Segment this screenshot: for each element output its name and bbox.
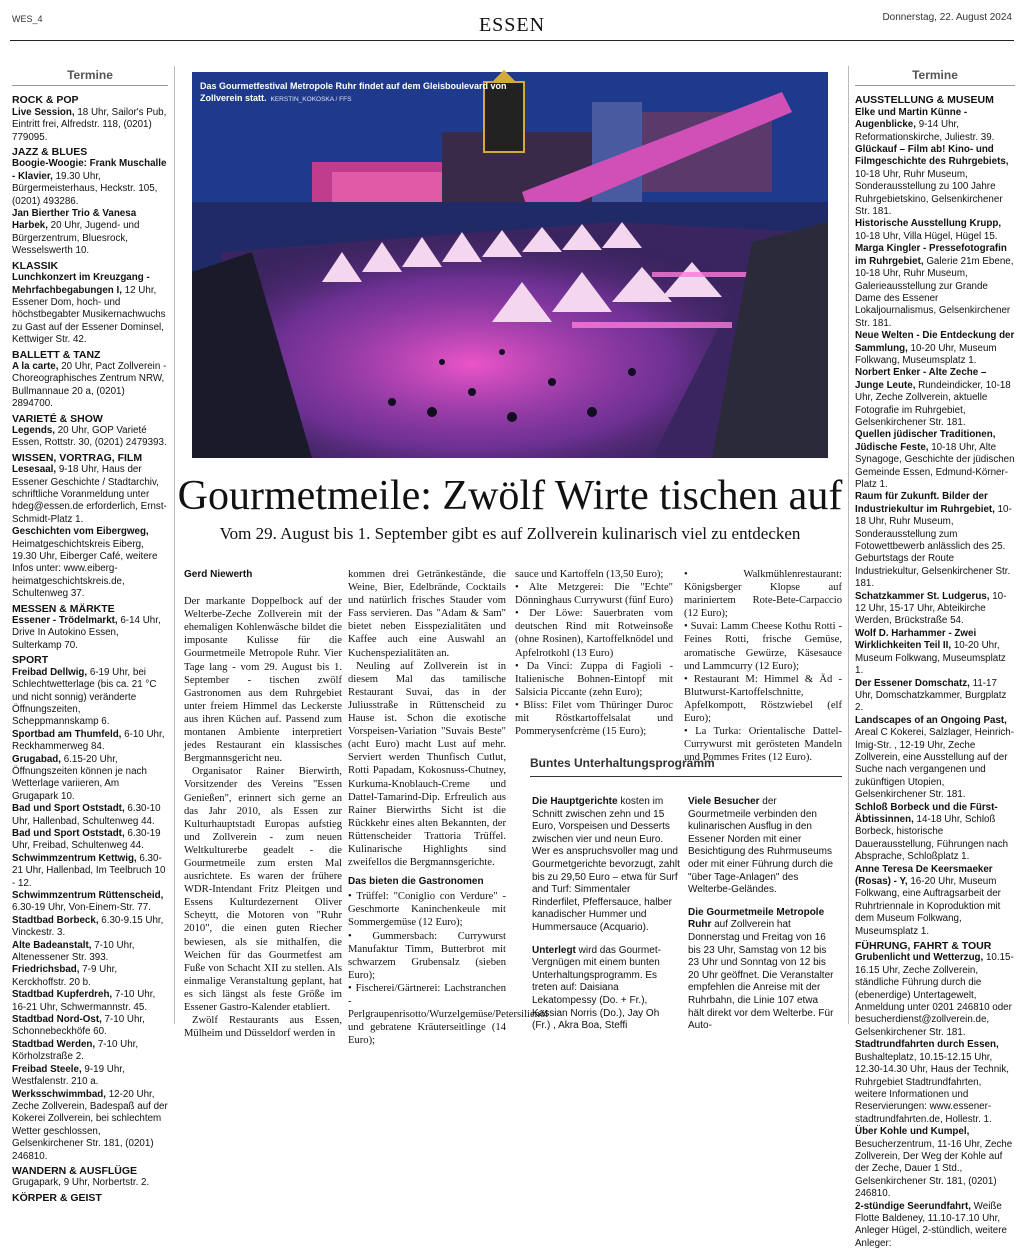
- event-details: 6-10 Uhr, Reckhammerweg 84.: [12, 728, 165, 753]
- event-details: Heimatgeschichtskreis Eiberg, 19.30 Uhr, Eiberger Café, weitere Infos unter: www.eiberg-heimatgeschichtskreis.de, Schultenweg 37.: [12, 538, 158, 600]
- event-title: Bad und Sport Oststadt,: [12, 803, 125, 815]
- event-details: 20 Uhr, Pact Zollverein - Choreographisches Zentrum NRW, Bullmannaue 20 a, (0201) 2894700.: [12, 360, 167, 410]
- event-item: [12, 361, 168, 411]
- event-item: [855, 678, 1015, 715]
- event-title: Bad und Sport Oststadt,: [12, 827, 125, 839]
- category-heading: ROCK & POP: [12, 94, 79, 107]
- column-divider: [174, 66, 175, 1024]
- event-details: 10-18 Uhr, Ruhr Museum, Sonderausstellung zum Fotowettbewerb anlässlich des 25. Geburtstags der Route Industriekultur, Gelsenkirchener Str. 181.: [855, 503, 1012, 590]
- event-title: Schwimmzentrum Kettwig,: [12, 852, 137, 864]
- info-text: auf Zollverein hat Donnerstag und Freitag von 16 bis 23 Uhr, Samstag von 12 bis 23 Uhr und Sonntag von 12 bis 20 Uhr geöffnet. Die Veranstalter empfehlen die Anreise mit der Ruhrbahn, die Linie 107 etwa hält direkt vor dem Welterbe. Für Auto-: [688, 919, 834, 1032]
- paragraph: • Walkmühlenrestaurant: Königsberger Klopse auf mariniertem Rote-Bete-Carpaccio (12 Euro);: [684, 569, 842, 620]
- paragraph: • Gummersbach: Currywurst Manufaktur Timm, Butterbrot mit schwarzem Grubensalz (sieben Euro);: [348, 930, 506, 981]
- article-column-1: [184, 568, 342, 1040]
- article-headline: Gourmetmeile: Zwölf Wirte tischen auf: [177, 473, 843, 519]
- photo-credit: KERSTIN_KOKOSKA / FFS: [270, 96, 352, 103]
- event-title: 2-stündige Seerundfahrt,: [855, 1200, 971, 1212]
- event-details: 7-10 Uhr, 16-21 Uhr, Schwermannstr. 45.: [12, 989, 156, 1013]
- event-details: 9-18 Uhr, Haus der Essener Geschichte / Stadtarchiv, schriftliche Voranmeldung unter hdeg@essen.de erforderlich, Ernst-Schmidt-Platz 1.: [12, 464, 167, 525]
- event-details: Besucherzentrum, 11-16 Uhr, Zeche Zollverein, Der Weg der Kohle auf der Zeche, Dauer 1 Std., Gelsenkirchener Str. 181, (0201) 246810.: [855, 1138, 1013, 1200]
- event-details: 6.30-10 Uhr, Hallenbad, Schultenweg 44.: [12, 803, 161, 827]
- event-item: [855, 218, 1015, 243]
- article-column-3: [515, 568, 673, 748]
- info-text: wird das Gourmet-Vergnügen mit einem bunten Unterhaltungsprogramm. Es treten auf: Daisiana Lekatompessy (Do. + Fr.), Kassian Norris (Do.), Jay Oh (Fr.) , Akra Boa, Steffi: [532, 944, 661, 1032]
- photo-caption: Das Gourmetfestival Metropole Ruhr findet auf dem Gleisboulevard von Zollverein statt. KERSTIN_KOKOSKA / FFS: [200, 81, 507, 103]
- event-details: 9-19 Uhr, Westfalenstr. 210 a.: [12, 1063, 125, 1088]
- festival-scene-illustration: [192, 72, 828, 458]
- category-heading: WANDERN & AUSFLÜGE: [12, 1164, 138, 1177]
- category-heading: BALLETT & TANZ: [12, 348, 101, 361]
- event-details: 7-10 Uhr, Körholzstraße 2.: [12, 1038, 139, 1063]
- event-item: [12, 940, 168, 965]
- event-title: Neue Welten - Die Entdeckung der Sammlung,: [855, 330, 1015, 354]
- paragraph: Neuling auf Zollverein ist in diesem Mal das tamilische Restaurant Suvai, das in der Juliusstraße in Rüttenscheid zu Hause ist. Schon die exotische Vorspeisen-Variation "Suvais Beste" (acht Euro) macht Lust auf mehr. Serviert werden Thunfisch Cutlut, Rotti Papadam, Kokosnuss-Chutney, Kurkuma-Knoblauch-Creme und Dattel-Tamarind-Dip. Erfreulich aus Rainer Bierwirths Sicht ist die Rückkehr eines alten Bekannten, der Rüttenscheider Trattoria Trüffel. Kulinarische Highlights sind zweifellos die Bergmannsgerichte.: [348, 660, 506, 869]
- event-item: [855, 952, 1015, 1039]
- event-item: [855, 628, 1015, 678]
- event-item: [855, 802, 1015, 864]
- event-title: Schloß Borbeck und die Fürst-Äbtissinnen,: [855, 801, 998, 825]
- event-item: [12, 964, 168, 989]
- event-details: 12 Uhr, Essener Dom, hoch- und höchstbegabter Musikernachwuchs zu Gast auf der Essener Dominsel, Kettwiger Str. 42.: [12, 284, 166, 346]
- event-item: [12, 1014, 168, 1039]
- event-details: 7-10 Uhr, Altenessener Str. 393.: [12, 939, 135, 964]
- event-title: Stadtbad Nord-Ost,: [12, 1014, 102, 1026]
- dish-list: [348, 890, 549, 1047]
- info-paragraph: [688, 796, 836, 897]
- paragraph: • Restaurant M: Himmel & Äd - Blutwurst-Kartoffelschnitte, Apfelkompott, Röstzwiebel (elf Euro);: [684, 673, 842, 725]
- festival-photo: [192, 72, 828, 458]
- event-item: [12, 464, 168, 526]
- event-title: Der Essener Domschatz,: [855, 677, 970, 689]
- event-item: [12, 890, 168, 915]
- info-box-left: [532, 796, 680, 1032]
- event-item: [12, 803, 168, 828]
- right-events-column: [855, 66, 1015, 1249]
- event-title: Stadtbad Borbeck,: [12, 914, 99, 926]
- termine-heading: Termine: [12, 69, 168, 86]
- paragraph: • Bliss: Filet vom Thüringer Duroc mit Röstkartoffelsalat und Pommerysenfcrème (15 Euro);: [515, 699, 673, 738]
- event-details: 20 Uhr, Jugend- und Bürgerzentrum, Bluesrock, Wesselswerth 10.: [12, 220, 140, 257]
- page-id: WES_4: [12, 14, 43, 24]
- info-text: kosten im Schnitt zwischen zehn und 15 Euro, Vorspeisen und Desserts zwischen vier und neun Euro. Wer es anspruchsvoller mag und Gourmetgerichte bevorzugt, zahlt bis zu 29,50 Euro – etwa für Surf and Turf: Simmentaler Rinderfilet, Pfeffersauce, halber kanadischer Hummer und Hummersauce (Acquario).: [532, 796, 680, 933]
- event-details: 16-20 Uhr, Museum Folkwang, eine Auftragsarbeit der Ruhrtriennale in Koproduktion mit dem Museum Folkwang, Museumsplatz 1.: [855, 876, 1001, 937]
- info-lead: Viele Besucher: [688, 796, 760, 807]
- termine-heading: Termine: [855, 69, 1015, 86]
- category-heading: JAZZ & BLUES: [12, 146, 88, 159]
- event-item: [12, 526, 168, 600]
- issue-date: Donnerstag, 22. August 2024: [882, 12, 1012, 23]
- event-details: Weiße Flotte Baldeney, 11.10-17.10 Uhr, Anleger Hügel, 2-stündlich, weitere Anleger:: [855, 1200, 1007, 1249]
- paragraph: • La Turka: Orientalische Dattel-Currywurst mit gerösteten Mandeln und Pommes Frites (12 Euro).: [684, 726, 842, 764]
- event-item: [12, 729, 168, 754]
- paragraph: sauce und Kartoffeln (13,50 Euro);: [515, 569, 664, 580]
- category-heading: KLASSIK: [12, 259, 59, 272]
- event-details: 10-18 Uhr, Ruhr Museum, Sonderausstellung zu 100 Jahre Ruhrgebietskino, Gelsenkirchener Str. 181.: [855, 168, 1003, 218]
- event-title: Stadtrundfahrten durch Essen,: [855, 1039, 999, 1051]
- event-item: [12, 853, 168, 890]
- info-text: der Gourmetmeile verbinden den kulinarischen Ausflug in den Essener Norden mit einer Besichtigung des Ruhrmuseums oder mit einer Führung durch die "über Tage-Anlagen" des Welterbe-Geländes.: [688, 796, 834, 896]
- event-details: Grugapark, 9 Uhr, Norbertstr. 2.: [12, 1177, 150, 1189]
- event-details: Rundeindicker, 10-18 Uhr, Zeche Zollverein, aktuelle Fotografie im Ruhrgebiet, Gelsenkirchener Str. 181.: [855, 379, 1011, 428]
- event-details: 19.30 Uhr, Bürgermeisterhaus, Heckstr. 105, (0201) 493286.: [12, 170, 158, 207]
- category-heading: KÖRPER & GEIST: [12, 1191, 102, 1204]
- event-details: 6.15-20 Uhr, Öffnungszeiten können je nach Wetterlage variieren, Am Grugapark 10.: [12, 753, 147, 802]
- info-lead: Die Hauptgerichte: [532, 796, 618, 807]
- event-item: [12, 158, 168, 208]
- author-byline: Gerd Niewerth: [184, 569, 253, 580]
- event-item: [12, 1177, 168, 1189]
- event-details: 7-10 Uhr, Schonnebeckhöfe 60.: [12, 1014, 145, 1038]
- event-details: 6.30-9.15 Uhr, Vinckestr. 3.: [12, 914, 164, 939]
- event-item: [855, 1039, 1015, 1126]
- event-details: Areal C Kokerei, Salzlager, Heinrich-Imig-Str. , 12-19 Uhr, Zeche Zollverein, eine Ausstellung auf der Suche nach vergangenen und zukünftigen Utopien, Gelsenkirchener Str. 181.: [855, 727, 1014, 801]
- info-paragraph: [688, 907, 836, 1033]
- event-details: 6-19 Uhr, bei Schlechtwetterlage (bis ca. 21 °C und nicht sonnig) veränderte Öffnungszeiten, Scheppmannskamp 6.: [12, 666, 157, 728]
- event-title: Grugabad,: [12, 753, 61, 765]
- event-item: [855, 429, 1015, 491]
- event-item: [855, 367, 1015, 429]
- event-item: [12, 828, 168, 853]
- category-heading: SPORT: [12, 654, 49, 667]
- paragraph: Zwölf Restaurants aus Essen, Mülheim und Düsseldorf werden in: [184, 1015, 342, 1040]
- event-title: Norbert Enker - Alte Zeche – Junge Leute,: [855, 367, 987, 391]
- paragraph: • Der Löwe: Sauerbraten vom deutschen Rind mit Rotweinsoße (ohne Rosinen), Kartoffelknödel und Apfelrotkohl (13 Euro): [515, 608, 673, 659]
- event-title: Jan Bierther Trio & Vanesa Harbek,: [12, 208, 137, 232]
- event-title: Stadtbad Werden,: [12, 1038, 96, 1050]
- article-column-2: [348, 568, 549, 1047]
- event-listing: [855, 94, 1015, 1250]
- event-details: 6-14 Uhr, Drive In Autokino Essen, Sulterkamp 70.: [12, 615, 161, 651]
- event-item: [12, 915, 168, 940]
- event-title: Stadtbad Kupferdreh,: [12, 989, 113, 1001]
- event-item: [12, 208, 168, 258]
- event-details: Bushalteplatz, 10.15-12.15 Uhr, 12.30-14.30 Uhr, Haus der Technik, Ruhrgebiet Stadtrundfahrten, weitere Informationen und Reservierungen: www.essener-stadtrundfahrten.de, Hollestr. 1.: [855, 1051, 1009, 1125]
- category-heading: FÜHRUNG, FAHRT & TOUR: [855, 940, 992, 953]
- event-item: [855, 243, 1015, 330]
- event-item: [855, 107, 1015, 144]
- event-title: Quellen jüdischer Traditionen, Jüdische Feste,: [855, 429, 996, 453]
- paragraph: • Fischerei/Gärtnerei: Lachstranchen - Perlgraupenrisotto/Wurzelgemüse/Petersilienöl und gebratene Kräuterseitlinge (14 Euro);: [348, 982, 549, 1047]
- left-events-column: [12, 66, 168, 1204]
- event-title: Schwimmzentrum Rüttenscheid,: [12, 890, 164, 901]
- event-title: Glückauf – Film ab! Kino- und Filmgeschichte des Ruhrgebiets,: [855, 144, 1009, 168]
- event-item: [12, 615, 168, 652]
- paragraph: • Da Vinci: Zuppa di Fagioli - Italienische Bohnen-Eintopf mit Salsicia Piccante (zehn Euro);: [515, 660, 673, 698]
- event-item: [855, 1126, 1015, 1200]
- event-title: Schatzkammer St. Ludgerus,: [855, 590, 990, 602]
- event-title: Freibad Dellwig,: [12, 666, 88, 678]
- column-divider: [848, 66, 849, 1024]
- category-heading: WISSEN, VORTRAG, FILM: [12, 451, 143, 464]
- info-paragraph: [532, 796, 680, 935]
- event-title: Anne Teresa De Keersmaeker (Rosas) - Y,: [855, 863, 993, 887]
- category-heading: VARIETÉ & SHOW: [12, 412, 103, 425]
- event-title: Über Kohle und Kumpel,: [855, 1126, 970, 1138]
- event-item: [855, 491, 1015, 590]
- event-details: Galerie 21m Ebene, 10-18 Uhr, Ruhr Museum, Galerieausstellung zur Grande Dame des Essener Lokaljournalismus, Gelsenkirchener Str. 181.: [855, 255, 1014, 329]
- event-item: [855, 715, 1015, 802]
- event-details: 10-20 Uhr, Museum Folkwang, Museumsplatz 1.: [855, 342, 997, 366]
- paragraph: • Trüffel: "Coniglio con Verdure" - Geschmorte Kaninchenkeule mit Sommergemüse (12 Euro);: [348, 891, 506, 929]
- info-lead: Unterlegt: [532, 944, 576, 956]
- article-column-4: [684, 568, 842, 764]
- event-title: Elke und Martin Künne - Augenblicke,: [855, 106, 968, 131]
- event-details: 12-20 Uhr, Zeche Zollverein, Badespaß auf der Kokerei Zollverein, bei schlechtem Wetter geschlossen, Gelsenkirchener Str. 181, (0201) 246810.: [12, 1088, 168, 1162]
- event-item: [12, 667, 168, 729]
- dish-list: [684, 568, 842, 764]
- event-details: 14-18 Uhr, Schloß Borbeck, historische Dauerausstellung, Führungen nach Absprache, Schloßplatz 1.: [855, 813, 1009, 863]
- article-subheadline: Vom 29. August bis 1. September gibt es auf Zollverein kulinarisch viel zu entdecken: [219, 524, 801, 543]
- category-heading: AUSSTELLUNG & MUSEUM: [855, 94, 994, 107]
- event-item: [12, 1064, 168, 1089]
- info-paragraph: [532, 945, 680, 1033]
- event-title: Essener - Trödelmarkt,: [12, 615, 118, 627]
- event-details: 11-17 Uhr, Domschatzkammer, Burgplatz 2.: [855, 677, 1007, 714]
- event-title: Lunchkonzert im Kreuzgang - Mehrfachbegabungen I,: [12, 272, 150, 296]
- event-details: 7-9 Uhr, Kerckhoffstr. 20 b.: [12, 964, 118, 988]
- event-title: Legends,: [12, 424, 56, 436]
- event-title: Geschichten vom Eibergweg,: [12, 526, 149, 538]
- event-details: 10-18 Uhr, Villa Hügel, Hügel 15.: [855, 230, 998, 242]
- event-item: [12, 1039, 168, 1064]
- event-details: 10-12 Uhr, 15-17 Uhr, Abteikirche Werden, Brückstraße 54.: [855, 590, 1007, 627]
- event-title: A la carte,: [12, 360, 59, 372]
- event-details: 10-18 Uhr, Alte Synagoge, Geschichte der jüdischen Gemeinde Essen, Edmund-Körner-Platz 1.: [855, 441, 1015, 490]
- paragraph: • Suvai: Lamm Cheese Kothu Rotti - Feines Rotti, frische Gemüse, aromatische Gewürze, Käsesauce und Lammcurry (12 Euro);: [684, 621, 842, 672]
- event-title: Landscapes of an Ongoing Past,: [855, 714, 1007, 726]
- event-details: 6.30-19 Uhr, Freibad, Schultenweg 44.: [12, 827, 161, 852]
- paragraph: Organisator Rainer Bierwirth, Vorsitzender des Vereins "Essen Genießen", erinnert sich gerne an das Jahr 2010, als Essen zur Kulturhauptstadt Europas aufstieg und Zollverein - zum neuen Weltkulturerbe geadelt - die Gourmetmeile zum ersten Mal ausrichtete. Es waren der frühere WDR-Intendant Fritz Pleitgen und Essens Kulturdezernent Oliver Scheytt, die Motoren von "Ruhr 2010", die einen guten Riecher bewiesen, als sie mithalfen, die Weichen für das Gourmetfest am Fuße von Schacht XII zu stellen. Als einmalige Veranstaltung geplant, hat es sich längst als feste Größe im Essener Gastro-Kalender etabliert.: [184, 766, 342, 1013]
- paragraph: • Alte Metzgerei: Die "Echte" Dönninghaus Currywurst (fünf Euro): [515, 582, 673, 607]
- header-rule: [10, 40, 1014, 41]
- event-title: Historische Ausstellung Krupp,: [855, 218, 1002, 230]
- dish-list: [515, 568, 673, 738]
- event-title: Wolf D. Harhammer - Zwei Wirklichkeiten Teil II,: [855, 627, 977, 652]
- paragraph: Der markante Doppelbock auf der Welterbe-Zeche Zollverein mit der ehemaligen Kohlenwäsche bildet die imposante Kulisse für die Gourmetmeile Metropole Ruhr. Vier Tage lang - vom 29. August bis 1. September - tischen zwölf Gastronomen aus dem Ruhrgebiet unter freiem Himmel das Leckerste aus ihren Küchen auf. Passend zum montanen Ambiente interpretiert jedes Restaurant ein klassisches Bergmannsgericht neu.: [184, 596, 342, 765]
- event-title: Lesesaal,: [12, 464, 57, 476]
- event-title: Alte Badeanstalt,: [12, 939, 92, 951]
- section-title: ESSEN: [478, 14, 546, 36]
- event-listing: [12, 94, 168, 1204]
- event-item: [855, 144, 1015, 218]
- paragraphs: [348, 568, 506, 869]
- event-title: Boogie-Woogie: Frank Muschalle - Klavier,: [12, 158, 167, 182]
- event-title: Sportbad am Thumfeld,: [12, 728, 122, 740]
- event-item: [855, 864, 1015, 938]
- event-title: Live Session,: [12, 106, 75, 118]
- event-item: [855, 591, 1015, 628]
- event-details: 10.15-16.15 Uhr, Zeche Zollverein, ständliche Führung durch die (ebenerdige) Untertagewelt, Anmeldung unter 0201 246810 oder besucherdienst@zollverein.de, Gelsenkirchener Str. 181.: [855, 952, 1014, 1038]
- event-item: [12, 989, 168, 1014]
- event-item: [12, 1089, 168, 1163]
- info-lead: Die Gourmetmeile Metropole Ruhr: [688, 906, 825, 931]
- event-item: [12, 107, 168, 144]
- event-details: 6.30-21 Uhr, Hallenbad, Im Teelbruch 10 - 12.: [12, 852, 166, 889]
- category-heading: MESSEN & MÄRKTE: [12, 602, 115, 615]
- gastronomen-heading: Das bieten die Gastronomen: [348, 876, 484, 888]
- event-details: 9-14 Uhr, Reformationskirche, Juliestr. 39.: [855, 119, 995, 143]
- info-box-right: [688, 796, 836, 1032]
- event-details: 20 Uhr, GOP Varieté Essen, Rottstr. 30, (0201) 2479393.: [12, 424, 167, 449]
- event-title: Marga Kingler - Pressefotografin im Ruhrgebiet,: [855, 243, 1007, 267]
- event-title: Raum für Zukunft. Bilder der Industriekultur im Ruhrgebiet,: [855, 491, 995, 515]
- event-title: Grubenlicht und Wetterzug,: [855, 952, 984, 964]
- event-item: [855, 330, 1015, 367]
- event-details: 18 Uhr, Sailor's Pub, Eintritt frei, Alfredstr. 118, (0201) 779095.: [12, 106, 167, 143]
- event-item: [855, 1201, 1015, 1250]
- paragraphs: [184, 595, 342, 1040]
- event-details: 6.30-19 Uhr, Von-Einem-Str. 77.: [12, 902, 151, 914]
- event-title: Freibad Steele,: [12, 1063, 82, 1075]
- event-item: [12, 754, 168, 804]
- event-title: Werksschwimmbad,: [12, 1088, 107, 1100]
- info-box-title: Buntes Unterhaltungsprogramm: [530, 756, 715, 770]
- event-item: [12, 272, 168, 346]
- event-details: 10-20 Uhr, Museum Folkwang, Museumsplatz 1.: [855, 640, 1006, 677]
- event-item: [12, 425, 168, 450]
- event-title: Friedrichsbad,: [12, 964, 80, 976]
- info-box-rule: [530, 776, 842, 777]
- paragraph: kommen drei Getränkestände, die Weine, Bier, Edelbrände, Cocktails und natürlich frisches Stauder vom Fass servieren. Das "Adam & Sam" bietet neben Eisspezialitäten und Kaffee auch eine Auswahl an Kuchenspezialitäten an.: [348, 569, 506, 659]
